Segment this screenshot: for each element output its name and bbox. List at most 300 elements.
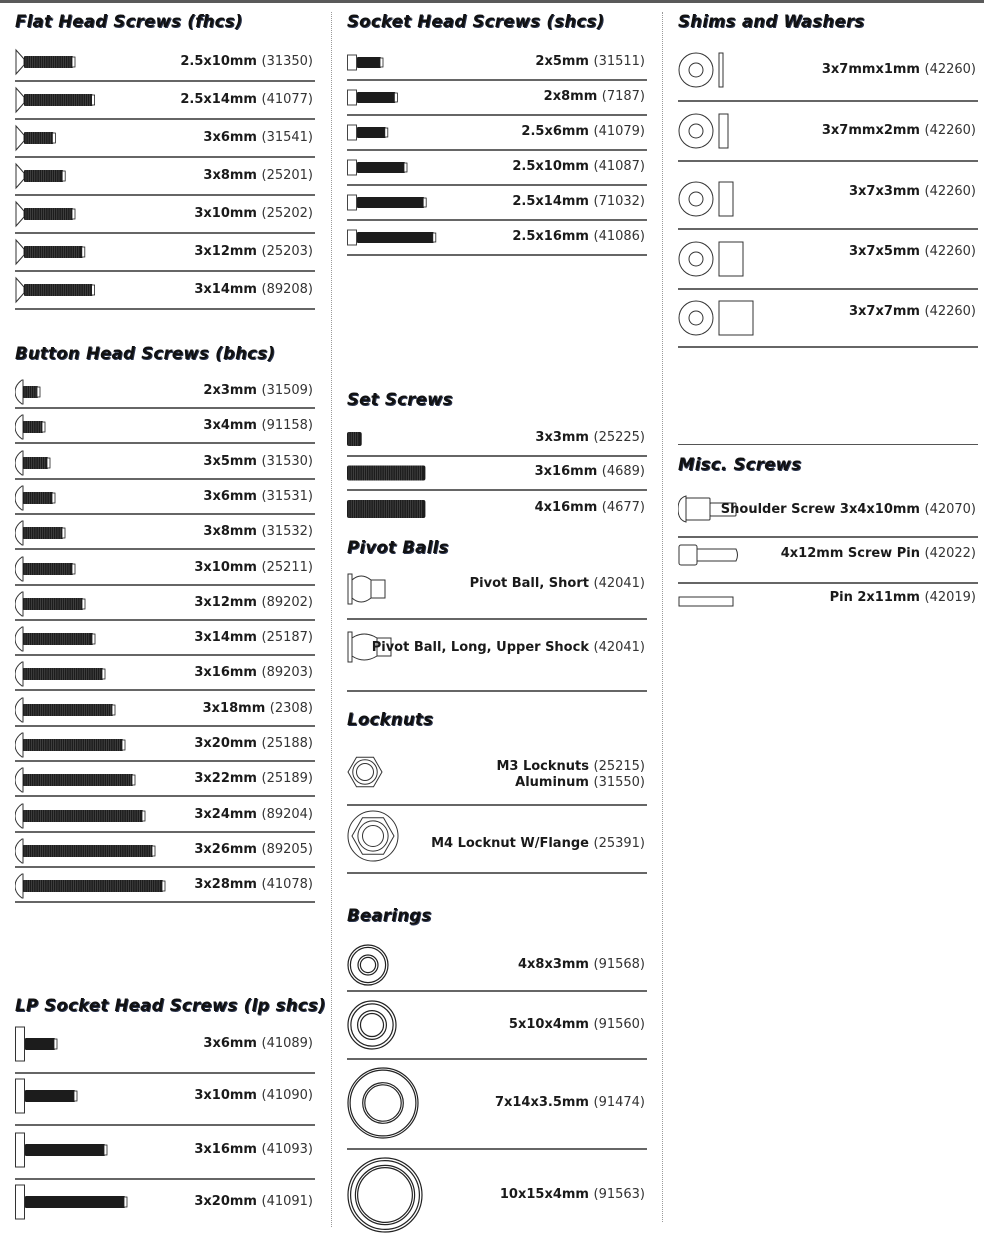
screw-pin-icon <box>678 542 748 576</box>
part-label <box>535 54 645 70</box>
pin-icon <box>678 590 748 624</box>
part-label <box>194 771 313 787</box>
part-label <box>180 54 313 70</box>
part-number: (91568) <box>593 957 645 972</box>
list-item <box>15 798 315 833</box>
part-size: 3x12mm <box>194 244 262 259</box>
part-line <box>180 54 313 70</box>
part-size: M3 Locknuts <box>496 759 594 774</box>
part-line <box>512 229 645 245</box>
socket-head-screw-icon <box>347 192 457 216</box>
part-number: (31511) <box>593 54 645 69</box>
list-item <box>15 1022 315 1074</box>
list-item <box>347 223 647 256</box>
part-line <box>203 454 313 470</box>
part-label <box>849 304 976 320</box>
part-number: (25225) <box>593 430 645 445</box>
part-line <box>500 1187 645 1203</box>
list-item <box>678 230 978 290</box>
part-size: 3x6mm <box>203 130 262 145</box>
socket-head-screw-icon <box>347 122 457 146</box>
part-number: (41093) <box>261 1142 313 1157</box>
divider <box>678 444 978 445</box>
list-item <box>15 833 315 868</box>
part-number: (89203) <box>261 665 313 681</box>
button-head-screw-icon <box>15 483 185 513</box>
lp-socket-head-screw-icon <box>15 1132 145 1172</box>
part-number: (42260) <box>924 244 976 259</box>
part-number: (91563) <box>593 1187 645 1202</box>
part-size: 3x18mm <box>202 700 270 716</box>
part-number: (89205) <box>261 841 313 857</box>
part-size: Pivot Ball, Long, Upper Shock <box>371 640 594 655</box>
part-number: (42041) <box>593 640 645 655</box>
part-number: (41089) <box>261 1036 313 1051</box>
list-item <box>347 624 647 692</box>
list-item <box>678 40 978 102</box>
washer-icon <box>678 51 768 91</box>
washer-icon <box>678 240 768 280</box>
part-line <box>496 759 645 775</box>
part-size: 2.5x14mm <box>180 92 262 107</box>
list-item <box>347 153 647 186</box>
part-label <box>781 546 976 562</box>
list-item <box>15 1128 315 1180</box>
part-size: Pivot Ball, Short <box>469 576 594 591</box>
part-size: 3x16mm <box>194 1142 262 1157</box>
list-item <box>15 586 315 621</box>
part-number: (41077) <box>261 92 313 107</box>
part-number: (4677) <box>601 500 645 515</box>
part-size: 2x3mm <box>203 383 262 398</box>
list-item <box>347 744 647 806</box>
part-number: (31541) <box>261 130 313 145</box>
part-line <box>203 701 313 717</box>
part-line <box>203 130 313 146</box>
column-divider <box>331 12 332 1227</box>
list-item <box>347 424 647 457</box>
socket-head-screw-icon <box>347 52 457 76</box>
part-number: (42041) <box>593 576 645 591</box>
flat-head-screw-icon <box>15 161 135 191</box>
list-item <box>678 290 978 348</box>
button-head-screw-icon <box>15 836 185 866</box>
list-item <box>15 445 315 480</box>
part-line <box>194 282 313 298</box>
part-number: (41090) <box>261 1088 313 1103</box>
part-line <box>544 89 645 105</box>
part-number: (41078) <box>261 877 313 893</box>
part-number: (41086) <box>593 229 645 244</box>
flat-head-screw-icon <box>15 85 135 115</box>
part-size: 3x26mm <box>194 841 262 857</box>
list-item <box>15 272 315 310</box>
part-size: 3x6mm <box>203 488 262 504</box>
button-head-screw-icon <box>15 412 185 442</box>
section-title: Bearings <box>347 906 432 925</box>
list-item <box>347 940 647 992</box>
part-size: 2x8mm <box>543 89 602 104</box>
part-number: (25189) <box>261 771 313 787</box>
part-size: M4 Locknut W/Flange <box>431 836 594 851</box>
part-label <box>830 590 976 606</box>
part-label <box>721 502 976 518</box>
part-number: (25188) <box>261 736 313 751</box>
section-title: Set Screws <box>347 390 453 409</box>
part-label <box>203 383 313 399</box>
column-divider <box>662 12 663 1222</box>
part-size: 3x8mm <box>203 524 262 540</box>
list-item <box>347 458 647 491</box>
list-item <box>678 170 978 230</box>
part-line <box>509 1017 645 1033</box>
part-label <box>203 168 313 184</box>
part-size: 3x10mm <box>194 559 262 575</box>
part-size: 3x16mm <box>534 464 602 479</box>
part-size: 3x16mm <box>194 665 262 681</box>
part-label <box>203 489 313 505</box>
part-number: (7187) <box>601 89 645 104</box>
socket-head-screw-icon <box>347 87 457 111</box>
part-number: (91560) <box>593 1017 645 1032</box>
part-size: 2.5x16mm <box>512 229 594 244</box>
bearing-icon <box>347 1067 419 1139</box>
part-label <box>194 1142 313 1158</box>
part-size: 2.5x6mm <box>521 124 594 139</box>
part-line <box>535 54 645 70</box>
part-number: (31531) <box>261 488 313 504</box>
part-size: 3x20mm <box>194 1194 262 1209</box>
part-line <box>194 877 313 893</box>
part-line <box>180 92 313 108</box>
list-item <box>678 490 978 538</box>
part-size: 3x10mm <box>194 1088 262 1103</box>
list-item <box>347 118 647 151</box>
part-line <box>535 464 645 480</box>
part-number: (42260) <box>924 62 976 77</box>
set-screw-icon <box>347 462 447 486</box>
part-label <box>203 418 313 434</box>
part-number: (25201) <box>261 168 313 183</box>
part-label <box>194 807 313 823</box>
button-head-screw-icon <box>15 765 185 795</box>
part-label <box>194 595 313 611</box>
part-size: Pin 2x11mm <box>829 590 925 605</box>
part-label <box>194 842 313 858</box>
part-number: (42260) <box>924 304 976 319</box>
list-item <box>15 44 315 82</box>
flat-head-screw-icon <box>15 123 135 153</box>
part-size: 3x24mm <box>194 806 262 822</box>
part-number: (4689) <box>601 464 645 479</box>
part-label <box>496 759 645 791</box>
part-label <box>849 244 976 260</box>
section-title: Socket Head Screws (shcs) <box>347 12 605 31</box>
part-line <box>721 502 976 518</box>
part-size: 4x12mm Screw Pin <box>780 546 925 561</box>
flat-head-screw-icon <box>15 199 135 229</box>
list-item <box>15 656 315 691</box>
part-number: (91158) <box>261 418 313 434</box>
part-line <box>822 62 976 78</box>
part-line <box>194 842 313 858</box>
list-item <box>15 120 315 158</box>
part-size: 2.5x10mm <box>512 159 594 174</box>
part-label <box>822 123 976 139</box>
flat-head-screw-icon <box>15 47 135 77</box>
button-head-screw-icon <box>15 554 185 584</box>
part-size: 3x4mm <box>203 418 262 434</box>
part-line <box>781 546 976 562</box>
part-label <box>512 159 645 175</box>
list-item <box>347 1150 647 1240</box>
part-label <box>194 244 313 260</box>
part-line <box>194 665 313 681</box>
section-title: Button Head Screws (bhcs) <box>15 344 276 363</box>
part-label <box>509 1017 645 1033</box>
part-line <box>203 524 313 540</box>
socket-head-screw-icon <box>347 157 457 181</box>
bearing-icon <box>347 944 389 986</box>
part-line <box>194 560 313 576</box>
part-label <box>431 836 645 852</box>
list-item <box>347 806 647 874</box>
list-item <box>15 1180 315 1230</box>
button-head-screw-icon <box>15 624 185 654</box>
button-head-screw-icon <box>15 871 185 901</box>
top-border <box>0 0 984 3</box>
button-head-screw-icon <box>15 377 185 407</box>
button-head-screw-icon <box>15 695 185 725</box>
part-number: (2308) <box>269 700 313 716</box>
list-item <box>347 188 647 221</box>
part-size: 2.5x10mm <box>180 54 262 69</box>
part-line <box>194 807 313 823</box>
part-label <box>194 560 313 576</box>
part-label <box>203 1036 313 1052</box>
part-size: Aluminum <box>515 775 594 790</box>
part-size: 4x8x3mm <box>517 957 594 972</box>
part-size: 3x20mm <box>194 736 262 751</box>
part-size: 3x22mm <box>194 771 262 787</box>
part-line <box>535 430 645 446</box>
flat-head-screw-icon <box>15 237 135 267</box>
list-item <box>347 83 647 116</box>
hex-locknut-icon <box>347 754 383 790</box>
part-label <box>512 229 645 245</box>
part-size: 3x7mmx2mm <box>821 123 925 138</box>
button-head-screw-icon <box>15 801 185 831</box>
part-line <box>203 383 313 399</box>
part-line <box>849 184 976 200</box>
washer-icon <box>678 180 768 220</box>
list-item <box>347 48 647 81</box>
part-label <box>500 1187 645 1203</box>
part-size: 3x3mm <box>535 430 594 445</box>
part-line <box>535 500 645 516</box>
list-item <box>15 621 315 656</box>
list-item <box>347 494 647 526</box>
list-item <box>347 1058 647 1150</box>
part-number: (41079) <box>593 124 645 139</box>
list-item <box>15 158 315 196</box>
part-size: 3x7x5mm <box>848 244 925 259</box>
part-label <box>470 576 645 592</box>
part-line <box>194 595 313 611</box>
part-label <box>203 701 313 717</box>
part-label <box>180 92 313 108</box>
part-line <box>830 590 976 606</box>
part-line <box>849 304 976 320</box>
part-label <box>194 630 313 646</box>
part-number: (25211) <box>261 559 313 575</box>
list-item <box>15 762 315 797</box>
part-number: (91474) <box>593 1095 645 1110</box>
list-item <box>347 566 647 620</box>
list-item <box>347 992 647 1060</box>
part-size: 3x12mm <box>194 594 262 610</box>
part-number: (25187) <box>261 630 313 646</box>
button-head-screw-icon <box>15 659 185 689</box>
part-number: (71032) <box>593 194 645 209</box>
part-size: 4x16mm <box>534 500 602 515</box>
part-size: 5x10x4mm <box>508 1017 594 1032</box>
section-title: Locknuts <box>347 710 434 729</box>
part-line <box>849 244 976 260</box>
part-label <box>521 124 645 140</box>
list-item <box>15 82 315 120</box>
part-number: (42260) <box>924 123 976 138</box>
part-line <box>518 957 645 973</box>
part-number: (42022) <box>924 546 976 561</box>
part-size: 3x6mm <box>203 1036 262 1051</box>
part-line <box>521 124 645 140</box>
part-size: 3x14mm <box>194 630 262 646</box>
part-label <box>194 736 313 752</box>
section-title: Pivot Balls <box>347 538 449 557</box>
part-line <box>203 418 313 434</box>
part-number: (25391) <box>593 836 645 851</box>
list-item <box>15 515 315 550</box>
part-label <box>372 640 645 656</box>
section-title: LP Socket Head Screws (lp shcs) <box>15 996 326 1015</box>
part-label <box>495 1095 645 1111</box>
list-item <box>15 727 315 762</box>
part-number: (89204) <box>261 806 313 822</box>
part-line <box>194 1142 313 1158</box>
part-size: 2x5mm <box>535 54 594 69</box>
part-number: (31530) <box>261 453 313 469</box>
list-item <box>15 196 315 234</box>
part-size: 2.5x14mm <box>512 194 594 209</box>
part-label <box>194 877 313 893</box>
part-number: (31532) <box>261 524 313 540</box>
part-number: (25202) <box>261 206 313 221</box>
list-item <box>15 692 315 727</box>
part-number: (31350) <box>261 54 313 69</box>
list-item <box>678 102 978 162</box>
part-line <box>372 640 645 656</box>
part-number: (42070) <box>924 502 976 517</box>
part-number: (25215) <box>593 759 645 774</box>
part-line <box>431 836 645 852</box>
set-screw-icon <box>347 498 447 522</box>
button-head-screw-icon <box>15 448 185 478</box>
part-line <box>194 1194 313 1210</box>
bearing-icon <box>347 1157 423 1233</box>
part-label <box>203 130 313 146</box>
list-item <box>678 586 978 616</box>
part-line <box>470 576 645 592</box>
part-line <box>512 159 645 175</box>
part-number: (25203) <box>261 244 313 259</box>
washer-icon <box>678 299 768 339</box>
part-line <box>203 168 313 184</box>
part-line <box>194 206 313 222</box>
part-line <box>194 771 313 787</box>
part-label <box>194 1088 313 1104</box>
part-number: (42260) <box>924 184 976 199</box>
part-label <box>535 430 645 446</box>
part-number: (41091) <box>261 1194 313 1209</box>
list-item <box>15 868 315 903</box>
part-size: Shoulder Screw 3x4x10mm <box>720 502 925 517</box>
set-screw-icon <box>347 428 447 452</box>
list-item <box>15 409 315 444</box>
flanged-locknut-icon <box>347 810 399 862</box>
part-line <box>194 1088 313 1104</box>
part-label <box>512 194 645 210</box>
part-label <box>194 665 313 681</box>
part-line <box>194 244 313 260</box>
part-line <box>194 630 313 646</box>
part-label <box>535 500 645 516</box>
part-line <box>512 194 645 210</box>
section-title: Flat Head Screws (fhcs) <box>15 12 243 31</box>
washer-icon <box>678 112 768 152</box>
part-label <box>203 524 313 540</box>
list-item <box>678 538 978 584</box>
part-label <box>544 89 645 105</box>
part-label <box>194 206 313 222</box>
part-line <box>194 736 313 752</box>
part-label <box>194 1194 313 1210</box>
list-item <box>15 1074 315 1126</box>
part-size: 3x7mmx1mm <box>821 62 925 77</box>
part-number: (42019) <box>924 590 976 605</box>
section-title: Shims and Washers <box>678 12 865 31</box>
list-item <box>15 234 315 272</box>
part-number: (89208) <box>261 282 313 297</box>
part-label <box>518 957 645 973</box>
lp-socket-head-screw-icon <box>15 1026 145 1066</box>
part-size: 10x15x4mm <box>499 1187 594 1202</box>
part-number: (31509) <box>261 383 313 398</box>
part-label <box>535 464 645 480</box>
list-item <box>15 374 315 409</box>
part-number: (41087) <box>593 159 645 174</box>
part-number: (89202) <box>261 594 313 610</box>
part-line <box>203 489 313 505</box>
button-head-screw-icon <box>15 589 185 619</box>
part-size: 3x28mm <box>194 877 262 893</box>
part-line <box>495 1095 645 1111</box>
part-line <box>496 775 645 791</box>
list-item <box>15 480 315 515</box>
part-size: 3x7x3mm <box>848 184 925 199</box>
part-line <box>822 123 976 139</box>
part-label <box>194 282 313 298</box>
